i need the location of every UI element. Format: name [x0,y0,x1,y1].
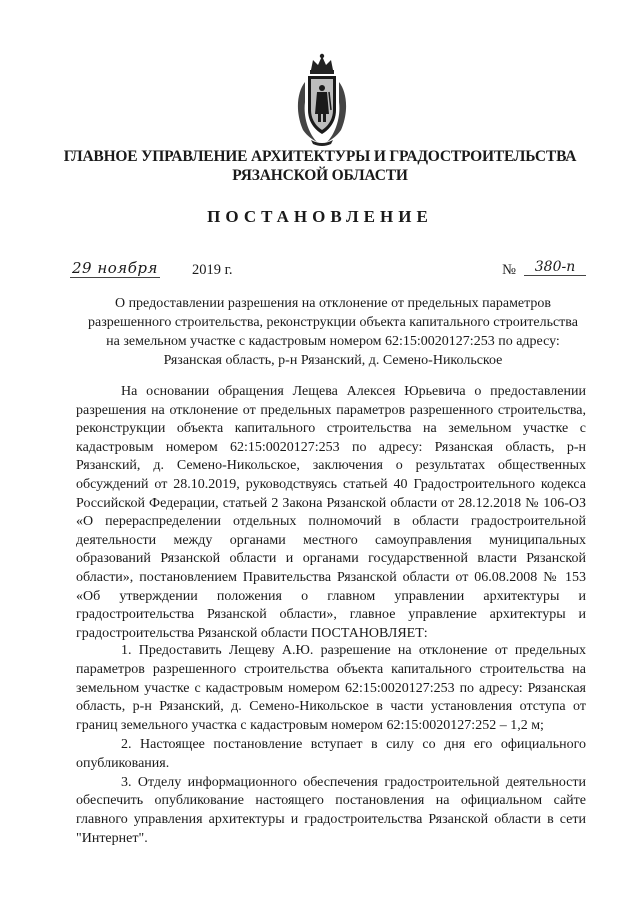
title-line-2: разрешенного строительства, реконструкции объекта капитального строительства [88,315,578,330]
resolution-items [76,642,586,849]
resolution-item-3: 3. Отделу информационного обеспечения градостроительной деятельности обеспечить опубликование настоящего постановления на официальном сайте главного управления архитектуры и градостроительства Рязанской области в сети "Интернет". [76,774,586,846]
date-number-row [70,259,586,284]
authority-line-1: ГЛАВНОЕ УПРАВЛЕНИЕ АРХИТЕКТУРЫ И ГРАДОСТРОИТЕЛЬСТВА [63,148,577,165]
handwritten-date: 29 ноября [72,259,158,277]
ryazan-coat-of-arms-icon [291,52,353,147]
resolution-item-2: 2. Настоящее постановление вступает в силу со дня его официального опубликования. [76,736,586,771]
authority-line-2: РЯЗАНСКОЙ ОБЛАСТИ [232,167,408,184]
date-year: 2019 г. [192,262,233,278]
title-line-3: на земельном участке с кадастровым номером 62:15:0020127:253 по адресу: [106,334,560,349]
document-title [86,294,580,370]
resolution-item-1: 1. Предоставить Лещеву А.Ю. разрешение на отклонение от предельных параметров разрешенного строительства объекта капитального строительства на земельном участке с кадастровым номером 62:15:0020127:253 по адресу: Рязанская область, р-н Рязанский, д. Семено-Никольское в части установления отступа от границ земельного участка с кадастровым номером 62:15:0020127:252 – 1,2 м; [76,643,586,734]
title-line-4: Рязанская область, р-н Рязанский, д. Семено-Никольское [163,353,503,368]
handwritten-number: 380-п [524,259,586,276]
document-type: ПОСТАНОВЛЕНИЕ [207,207,433,226]
issuing-authority [40,147,600,185]
preamble-paragraph: На основании обращения Лещева Алексея Юрьевича о предоставлении разрешения на отклонение от предельных параметров разрешенного строительства, реконструкции объекта капитального строительства на земельном участке с кадастровым номером 62:15:0020127:253 по адресу: Рязанская область, р-н Рязанский, д. Семено-Никольское, заключения о результатах общественных обсуждений от 28.10.2019, руководствуясь статьей 40 Градостроительного кодекса Российской Федерации, статьей 2 Закона Рязанской области от 28.12.2018 № 106-ОЗ «О перераспределении отдельных полномочий в области градостроительной деятельности между органами местного самоуправления муниципальных образований Рязанской области и органами государственной власти Рязанской области», постановлением Правительства Рязанской области от 06.08.2008 № 153 «Об утверждении положения о главном управлении архитектуры и градостроительства Рязанской области», главное управление архитектуры и градостроительства Рязанской области ПОСТАНОВЛЯЕТ: [76,384,586,641]
number-sign: № [502,262,516,278]
title-line-1: О предоставлении разрешения на отклонение от предельных параметров [114,296,552,311]
preamble [76,383,586,643]
